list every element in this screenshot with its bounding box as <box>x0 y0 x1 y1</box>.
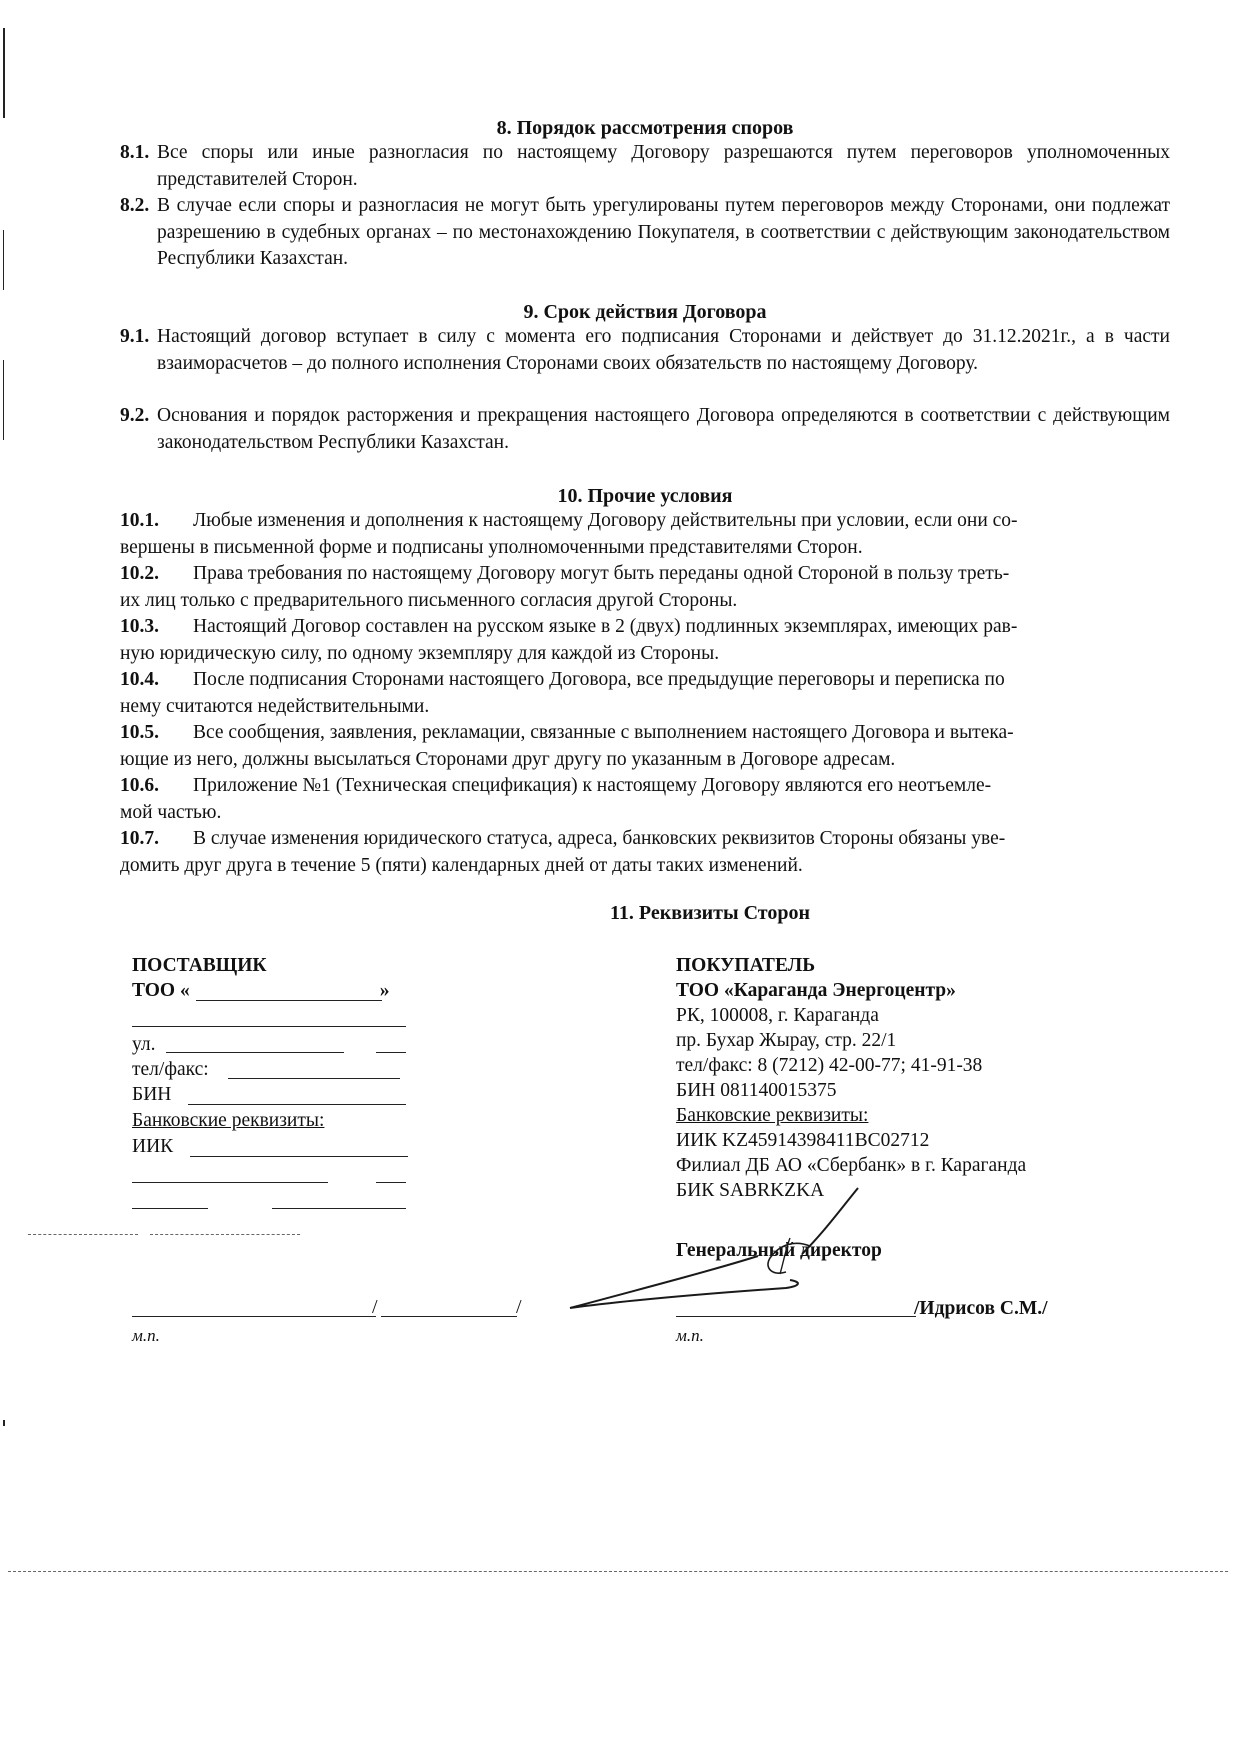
supplier-extra-line[interactable] <box>132 1182 328 1183</box>
supplier-org-suffix: » <box>379 980 390 1001</box>
clause-text: Все споры или иные разногласия по настоящему Договору разрешаются путем переговоров уполномоченных представителей Сторон. <box>157 142 1170 190</box>
supplier-extra-line[interactable] <box>132 1208 208 1209</box>
buyer-iik: ИИК KZ45914398411BC02712 <box>676 1130 930 1151</box>
clause-number: 10.3. <box>120 616 159 637</box>
buyer-signatory: /Идрисов С.М./ <box>914 1298 1048 1319</box>
supplier-blank-line[interactable] <box>132 1026 406 1027</box>
section-11-title: 11. Реквизиты Сторон <box>610 902 810 924</box>
clause-10-2 <box>120 561 1170 614</box>
clause-text-first-line: Все сообщения, заявления, рекламации, связанные с выполнением настоящего Договора и вытека- <box>193 722 1014 743</box>
clause-10-3 <box>120 614 1170 667</box>
supplier-extra-line[interactable] <box>272 1208 406 1209</box>
clause-number: 8.2. <box>120 195 150 216</box>
supplier-extra-line-tail[interactable] <box>376 1182 406 1183</box>
supplier-iik-line[interactable] <box>190 1156 408 1157</box>
clause-text-first-line: Любые изменения и дополнения к настоящему Договору действительны при условии, если они со- <box>193 510 1018 531</box>
scan-dotted-line <box>28 1234 138 1235</box>
supplier-signature-line[interactable] <box>132 1316 376 1317</box>
supplier-org-prefix: ТОО « <box>132 980 190 1001</box>
buyer-heading: ПОКУПАТЕЛЬ <box>676 955 816 976</box>
supplier-block <box>132 953 432 1003</box>
clause-text: Основания и порядок расторжения и прекращения настоящего Договора определяются в соответствии с действующим законодательством Республики Казахстан. <box>157 405 1170 453</box>
supplier-street-line-tail[interactable] <box>376 1052 406 1053</box>
clause-9-1 <box>120 324 1170 377</box>
clause-number: 10.1. <box>120 510 159 531</box>
supplier-org-line[interactable] <box>196 1000 382 1001</box>
supplier-heading: ПОСТАВЩИК <box>132 955 267 976</box>
supplier-phone-label: тел/факс: <box>132 1059 209 1080</box>
supplier-signature-slash-end: / <box>516 1296 522 1318</box>
buyer-bank-label: Банковские реквизиты: <box>676 1105 869 1126</box>
clause-number: 9.2. <box>120 405 150 426</box>
clause-number: 10.2. <box>120 563 159 584</box>
clause-number: 10.7. <box>120 828 159 849</box>
section-8-title: 8. Порядок рассмотрения споров <box>496 117 794 139</box>
supplier-bin-label: БИН <box>132 1084 172 1105</box>
buyer-org: ТОО «Караганда Энергоцентр» <box>676 980 956 1001</box>
clause-number: 8.1. <box>120 142 150 163</box>
clause-text-continuation: домить друг друга в течение 5 (пяти) календарных дней от даты таких изменений. <box>120 854 803 876</box>
clause-number: 10.6. <box>120 775 159 796</box>
buyer-stamp-placeholder: м.п. <box>676 1326 704 1345</box>
clause-text-continuation: нему считаются недействительными. <box>120 695 430 717</box>
clause-10-7 <box>120 826 1170 879</box>
buyer-bik: БИК SABRKZKA <box>676 1180 825 1201</box>
scan-bottom-dotted-line <box>8 1571 1228 1572</box>
supplier-signature-slash: / <box>372 1296 378 1318</box>
clause-text-first-line: В случае изменения юридического статуса, адреса, банковских реквизитов Стороны обязаны уве- <box>193 828 1006 849</box>
clause-10-6 <box>120 773 1170 826</box>
buyer-bin: БИН 081140015375 <box>676 1080 837 1101</box>
clause-8-1 <box>120 140 1170 193</box>
supplier-street-label: ул. <box>132 1034 156 1055</box>
clause-text-first-line: Права требования по настоящему Договору могут быть переданы одной Стороной в пользу треть- <box>193 563 1010 584</box>
scan-edge-mark <box>3 1420 5 1426</box>
buyer-position: Генеральный директор <box>676 1240 882 1261</box>
clause-9-2 <box>120 403 1170 456</box>
supplier-bank <box>132 1108 324 1135</box>
section-9-title: 9. Срок действия Договора <box>523 301 767 323</box>
buyer-phone: тел/факс: 8 (7212) 42-00-77; 41-91-38 <box>676 1055 983 1076</box>
supplier-iik <box>132 1134 173 1161</box>
supplier-stamp-placeholder: м.п. <box>132 1326 160 1345</box>
scan-edge-mark <box>3 360 4 440</box>
clause-10-5 <box>120 720 1170 773</box>
buyer-address-line-2: пр. Бухар Жырау, стр. 22/1 <box>676 1030 897 1051</box>
clause-text-first-line: Настоящий Договор составлен на русском языке в 2 (двух) подлинных экземплярах, имеющих рав- <box>193 616 1018 637</box>
supplier-phone-line[interactable] <box>228 1078 400 1079</box>
supplier-name-line[interactable] <box>381 1316 517 1317</box>
supplier-street <box>132 1032 156 1059</box>
supplier-street-line[interactable] <box>166 1052 344 1053</box>
supplier-bin-line[interactable] <box>188 1104 406 1105</box>
clause-text-continuation: вершены в письменной форме и подписаны уполномоченными представителями Сторон. <box>120 536 863 558</box>
clause-text-continuation: мой частью. <box>120 801 222 823</box>
clause-text: Настоящий договор вступает в силу с момента его подписания Сторонами и действует до 31.12.2021г., а в части взаиморасчетов – до полного исполнения Сторонами своих обязательств по настоящему Договору. <box>157 326 1170 374</box>
buyer-block <box>676 953 1026 1203</box>
clause-number: 10.5. <box>120 722 159 743</box>
buyer-address-line-1: РК, 100008, г. Караганда <box>676 1005 879 1026</box>
supplier-bank-label: Банковские реквизиты: <box>132 1110 325 1131</box>
clause-text-continuation: ющие из него, должны высылаться Сторонами друг другу по указанным в Договоре адресам. <box>120 748 896 770</box>
buyer-bank-name: Филиал ДБ АО «Сбербанк» в г. Караганда <box>676 1155 1027 1176</box>
clause-text: В случае если споры и разногласия не могут быть урегулированы путем переговоров между Сторонами, они подлежат разрешению в судебных органах – по местонахождению Покупателя, в соответствии с действующим законодательством Республики Казахстан. <box>157 195 1170 269</box>
clause-text-continuation: ную юридическую силу, по одному экземпляру для каждой из Стороны. <box>120 642 720 664</box>
scan-edge-mark <box>3 28 5 118</box>
buyer-signature-line[interactable] <box>676 1316 916 1317</box>
clause-text-first-line: После подписания Сторонами настоящего Договора, все предыдущие переговоры и переписка по <box>193 669 1005 690</box>
clause-text-first-line: Приложение №1 (Техническая спецификация) к настоящему Договору являются его неотъемле- <box>193 775 992 796</box>
supplier-bin <box>132 1082 171 1109</box>
clause-10-1 <box>120 508 1170 561</box>
clause-number: 10.4. <box>120 669 159 690</box>
clause-text-continuation: их лиц только с предварительного письменного согласия другой Стороны. <box>120 589 738 611</box>
supplier-iik-label: ИИК <box>132 1136 174 1157</box>
clause-8-2 <box>120 193 1170 273</box>
clause-number: 9.1. <box>120 326 150 347</box>
section-10-title: 10. Прочие условия <box>557 485 733 507</box>
supplier-phone <box>132 1057 209 1084</box>
clause-10-4 <box>120 667 1170 720</box>
scan-dotted-line <box>150 1234 300 1235</box>
signature-scribble <box>540 1180 860 1320</box>
scan-edge-mark <box>3 230 4 290</box>
